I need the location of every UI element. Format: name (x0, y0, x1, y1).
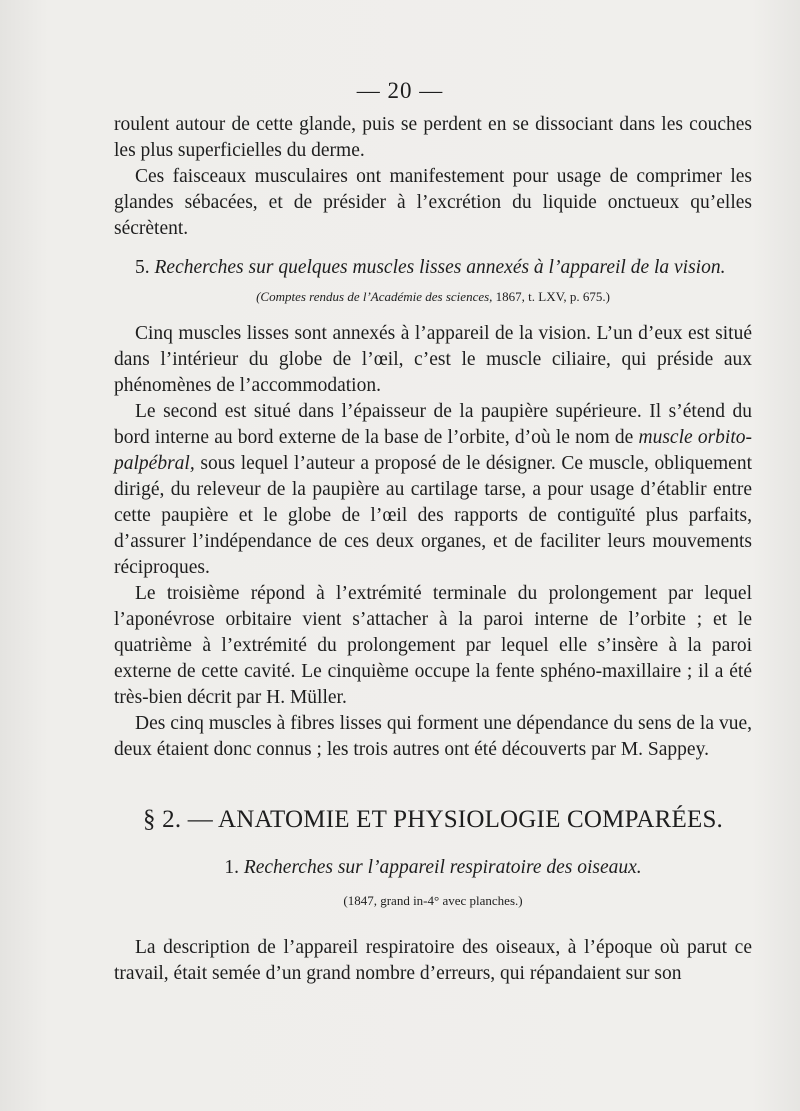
article-reference-details: 1867, t. LXV, p. 675.) (492, 289, 610, 304)
article-title: Recherches sur l’appareil respiratoire des oiseaux. (243, 857, 642, 878)
article-heading (114, 255, 752, 281)
article-number: 5. (135, 257, 150, 278)
paragraph: Des cinq muscles à fibres lisses qui forment une dépendance du sens de la vue, deux étaient donc connus ; les trois autres ont été découverts par M. Sappey. (114, 713, 752, 760)
page-number: — 20 — (356, 78, 444, 103)
paragraph-italic-term: muscle orbito-palpébral, (114, 427, 752, 474)
paragraph: Ces faisceaux musculaires ont manifestement pour usage de comprimer les glandes sébacées, et de présider à l’excrétion du liquide onctueux qu’elles sécrètent. (114, 166, 752, 239)
paragraph-text: Le second est situé dans l’épaisseur de la paupière supérieure. Il s’étend du bord interne au bord externe de la base de l’orbite, d’où le nom de (114, 401, 752, 448)
paragraph-text: sous lequel l’auteur a proposé de le désigner. Ce muscle, obliquement dirigé, du releveur de la paupière au cartilage tarse, a pour usage d’établir entre cette paupière et le globe de l’œil des rapports de contiguïté plus parfaits, d’assurer l’indépendance de ces deux organes, et de faciliter leurs mouvements réciproques. (114, 453, 752, 578)
article-reference-source: (Comptes rendus de l’Académie des sciences, (256, 289, 493, 304)
paragraph (114, 399, 752, 581)
article-title: Recherches sur quelques muscles lisses annexés à l’appareil de la vision. (154, 257, 726, 278)
article-reference: (1847, grand in-4° avec planches.) (343, 893, 523, 908)
paragraph: La description de l’appareil respiratoire des oiseaux, à l’époque où parut ce travail, était semée d’un grand nombre d’erreurs, qui répandaient sur son (114, 937, 752, 984)
article-reference (114, 287, 752, 307)
page-body (114, 112, 752, 987)
section-heading: § 2. — ANATOMIE ET PHYSIOLOGIE COMPARÉES. (142, 806, 723, 833)
article-heading (114, 855, 752, 881)
paragraph: Cinq muscles lisses sont annexés à l’appareil de la vision. L’un d’eux est situé dans l’intérieur du globe de l’œil, c’est le muscle ciliaire, qui préside aux phénomènes de l’accommodation. (114, 323, 752, 396)
article-number: 1. (224, 857, 239, 878)
paragraph-continued: roulent autour de cette glande, puis se perdent en se dissociant dans les couches les plus superficielles du derme. (114, 114, 752, 161)
paragraph: Le troisième répond à l’extrémité terminale du prolongement par lequel l’aponévrose orbitaire vient s’attacher à la paroi interne de l’orbite ; et le quatrième à l’extrémité du prolongement par lequel elle s’insère à la paroi externe de cette cavité. Le cinquième occupe la fente sphéno-maxillaire ; il a été très-bien décrit par H. Müller. (114, 583, 752, 708)
